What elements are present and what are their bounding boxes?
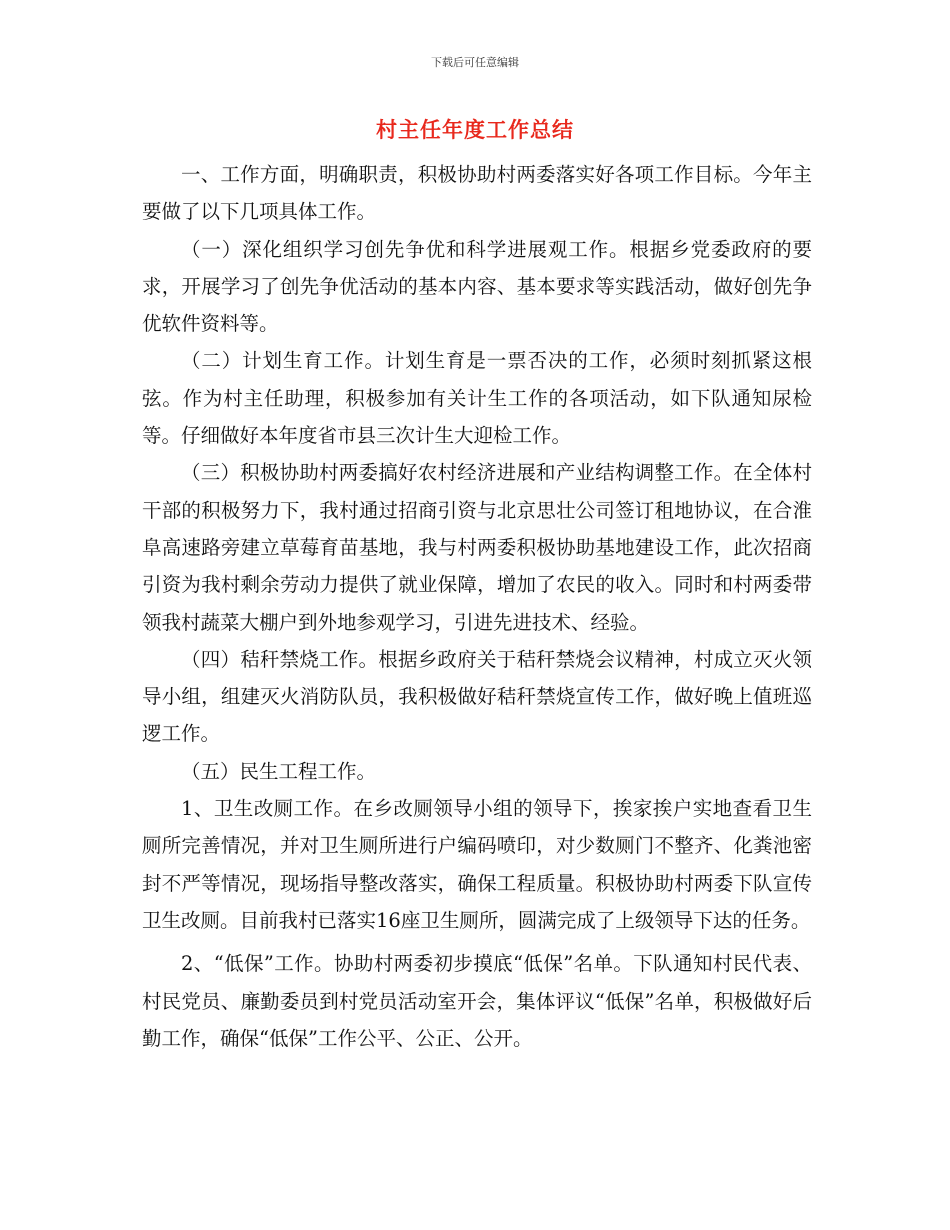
document-body: [142, 156, 812, 1057]
paragraph-straw-burning: （四）秸秆禁烧工作。根据乡政府关于秸秆禁烧会议精神，村成立灭火领导小组，组建灭火消防队员，我积极做好秸秆禁烧宣传工作，做好晚上值班巡逻工作。: [142, 647, 812, 746]
document-title: 村主任年度工作总结: [376, 118, 574, 142]
paragraph-economy: （三）积极协助村两委搞好农村经济进展和产业结构调整工作。在全体村干部的积极努力下，我村通过招商引资与北京思壮公司签订租地协议，在合淮阜高速路旁建立草莓育苗基地，我与村两委积极协助基地建设工作，此次招商引资为我村剩余劳动力提供了就业保障，增加了农民的收入。同时和村两委带领我村蔬菜大棚户到外地参观学习，引进先进技术、经验。: [142, 461, 812, 634]
paragraph-family-planning: （二）计划生育工作。计划生育是一票否决的工作，必须时刻抓紧这根弦。作为村主任助理，积极参加有关计生工作的各项活动，如下队通知尿检等。仔细做好本年度省市县三次计生大迎检工作。: [142, 349, 812, 448]
header-note: 下载后可任意编辑: [431, 56, 519, 69]
paragraph-livelihood: （五）民生工程工作。: [181, 759, 377, 783]
paragraph-study: （一）深化组织学习创先争优和科学进展观工作。根据乡党委政府的要求，开展学习了创先争优活动的基本内容、基本要求等实践活动，做好创先争优软件资料等。: [142, 237, 812, 336]
paragraph-toilet-renovation: 1、卫生改厕工作。在乡改厕领导小组的领导下，挨家挨户实地查看卫生厕所完善情况，并对卫生厕所进行户编码喷印，对少数厕门不整齐、化粪池密封不严等情况，现场指导整改落实，确保工程质量。积极协助村两委下队宣传卫生改厕。目前我村已落实16座卫生厕所，圆满完成了上级领导下达的任务。: [142, 797, 812, 932]
paragraph-work-overview: 一、工作方面，明确职责，积极协助村两委落实好各项工作目标。今年主要做了以下几项具体工作。: [142, 163, 812, 224]
paragraph-subsistence: 2、“低保”工作。协助村两委初步摸底“低保”名单。下队通知村民代表、村民党员、廉勤委员到村党员活动室开会，集体评议“低保”名单，积极做好后勤工作，确保“低保”工作公平、公正、公开。: [142, 952, 812, 1050]
